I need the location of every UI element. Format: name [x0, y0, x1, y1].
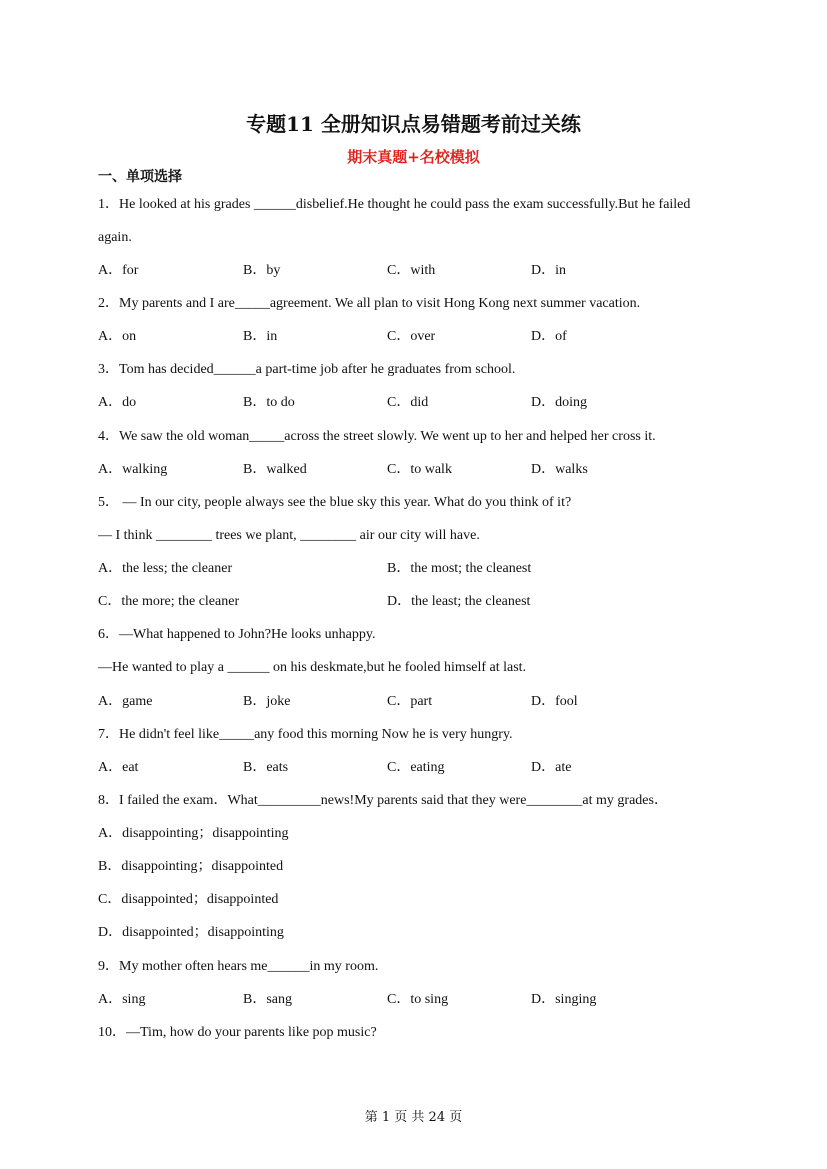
document-title: 专题11 全册知识点易错题考前过关练	[246, 112, 581, 136]
section-heading: 一、单项选择	[98, 169, 182, 185]
question-9-option-c: C．to sing	[387, 992, 449, 1007]
question-3-option-a: A．do	[98, 395, 137, 410]
question-9-option-d: D．singing	[531, 992, 597, 1007]
question-1-line-2: again.	[98, 230, 132, 245]
question-9-line-1: 9．My mother often hears me______in my room.	[98, 959, 379, 974]
question-6-options	[0, 693, 827, 711]
question-3-options	[0, 394, 827, 412]
question-5-options-row-1	[0, 560, 827, 578]
question-6-option-c: C．part	[387, 694, 433, 709]
question-8-option-b: B．disappointing；disappointed	[98, 859, 284, 874]
question-3-option-d: D．doing	[531, 395, 587, 410]
question-1-options	[0, 262, 827, 280]
question-5-options-row-2	[0, 593, 827, 611]
question-6-option-a: A．game	[98, 694, 153, 709]
question-5-line-2: — I think ________ trees we plant, ________ air our city will have.	[98, 528, 480, 543]
question-5-option-c: C．the more; the cleaner	[98, 594, 240, 609]
question-4-line-1: 4．We saw the old woman_____across the street slowly. We went up to her and helped her cross it.	[98, 429, 656, 444]
question-7-option-d: D．ate	[531, 760, 572, 775]
question-5-option-d: D．the least; the cleanest	[387, 594, 531, 609]
question-2-option-a: A．on	[98, 329, 137, 344]
question-2-line-1: 2．My parents and I are_____agreement. We all plan to visit Hong Kong next summer vacation.	[98, 296, 641, 311]
question-1-option-d: D．in	[531, 263, 566, 278]
question-7-option-b: B．eats	[243, 760, 289, 775]
question-2-option-d: D．of	[531, 329, 567, 344]
page-number: 第 1 页 共 24 页	[364, 1110, 463, 1125]
question-1-line-1: 1．He looked at his grades ______disbelief.He thought he could pass the exam successfully.But he failed	[98, 197, 691, 212]
question-9-option-b: B．sang	[243, 992, 292, 1007]
question-6-line-1: 6．—What happened to John?He looks unhappy.	[98, 627, 376, 642]
question-5-option-a: A．the less; the cleaner	[98, 561, 233, 576]
question-4-options	[0, 461, 827, 479]
question-5-line-1: 5． — In our city, people always see the blue sky this year. What do you think of it?	[98, 495, 572, 510]
question-3-option-c: C．did	[387, 395, 429, 410]
question-4-option-c: C．to walk	[387, 462, 452, 477]
question-10-line-1: 10．—Tim, how do your parents like pop music?	[98, 1025, 377, 1040]
question-8-option-d: D．disappointed；disappointing	[98, 925, 284, 940]
question-4-option-a: A．walking	[98, 462, 168, 477]
question-1-option-a: A．for	[98, 263, 139, 278]
question-4-option-d: D．walks	[531, 462, 588, 477]
question-3-line-1: 3．Tom has decided______a part-time job after he graduates from school.	[98, 362, 516, 377]
question-9-options	[0, 991, 827, 1009]
question-7-option-c: C．eating	[387, 760, 445, 775]
question-9-option-a: A．sing	[98, 992, 146, 1007]
question-2-option-c: C．over	[387, 329, 436, 344]
question-8-option-a: A．disappointing；disappointing	[98, 826, 289, 841]
question-2-options	[0, 328, 827, 346]
document-subtitle: 期末真题+名校模拟	[347, 148, 480, 166]
question-4-option-b: B．walked	[243, 462, 307, 477]
question-2-option-b: B．in	[243, 329, 278, 344]
question-8-line-1: 8．I failed the exam．What_________news!My parents said that they were________at my grades．	[98, 793, 668, 808]
question-1-option-c: C．with	[387, 263, 436, 278]
question-7-option-a: A．eat	[98, 760, 139, 775]
question-6-option-b: B．joke	[243, 694, 291, 709]
question-6-option-d: D．fool	[531, 694, 578, 709]
question-8-option-c: C．disappointed；disappointed	[98, 892, 279, 907]
question-7-options	[0, 759, 827, 777]
question-1-option-b: B．by	[243, 263, 281, 278]
question-6-line-2: —He wanted to play a ______ on his deskmate,but he fooled himself at last.	[98, 660, 527, 675]
question-7-line-1: 7．He didn't feel like_____any food this morning Now he is very hungry.	[98, 727, 513, 742]
question-5-option-b: B．the most; the cleanest	[387, 561, 532, 576]
question-3-option-b: B．to do	[243, 395, 295, 410]
